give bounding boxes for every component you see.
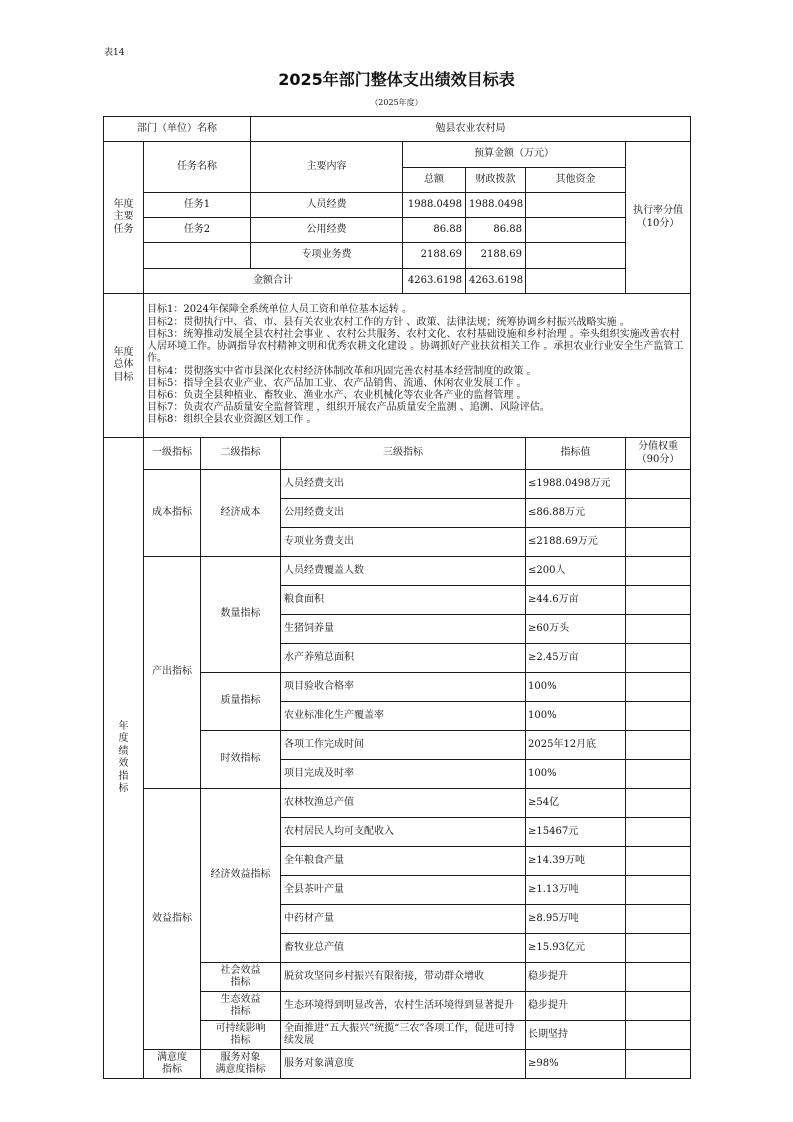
level3-indicator-header: 三级指标 bbox=[281, 438, 526, 470]
task-fiscal-cell: 1988.0498 bbox=[466, 193, 526, 218]
task-fiscal-cell: 2188.69 bbox=[466, 243, 526, 269]
goal-item: 目标1：2024年保障全系统单位人员工资和单位基本运转 。 bbox=[147, 304, 412, 316]
indicator-value: 稳步提升 bbox=[526, 963, 626, 992]
department-row bbox=[104, 117, 691, 142]
indicator-value: 100% bbox=[526, 702, 626, 731]
goal-item: 目标4：贯彻落实中省市县深化农村经济体制改革和巩固完善农村基本经营制度的政策 。 bbox=[147, 365, 537, 377]
weight-score-cell bbox=[626, 673, 691, 702]
task-name-header: 任务名称 bbox=[144, 142, 251, 193]
weight-score-cell bbox=[626, 963, 691, 992]
performance-indicators-section-text: 年度绩效指标 bbox=[118, 720, 129, 794]
department-name-value: 勉县农业农村局 bbox=[251, 117, 691, 142]
task-total-cell: 2188.69 bbox=[403, 243, 466, 269]
weight-score-cell bbox=[626, 586, 691, 615]
indicator-value: 稳步提升 bbox=[526, 992, 626, 1021]
weight-score-cell bbox=[626, 644, 691, 673]
weight-score-header: 分值权重 （90分） bbox=[626, 438, 691, 470]
annual-goals-table bbox=[103, 293, 691, 438]
level3-indicator: 项目完成及时率 bbox=[281, 760, 526, 789]
indicator-value: ≤1988.0498万元 bbox=[526, 470, 626, 499]
level1-indicator: 成本指标 bbox=[144, 470, 201, 557]
task-row bbox=[104, 193, 691, 218]
weight-score-cell bbox=[626, 731, 691, 760]
tasks-header-row bbox=[104, 142, 691, 168]
weight-score-cell bbox=[626, 702, 691, 731]
level2-indicator: 时效指标 bbox=[201, 731, 281, 789]
fiscal-year-subtitle: （2025年度） bbox=[370, 98, 423, 107]
level3-indicator: 水产养殖总面积 bbox=[281, 644, 526, 673]
weight-score-cell bbox=[626, 934, 691, 963]
indicator-value: ≥8.95万吨 bbox=[526, 905, 626, 934]
level3-indicator: 公用经费支出 bbox=[281, 499, 526, 528]
level2-indicator: 质量指标 bbox=[201, 673, 281, 731]
weight-score-cell bbox=[626, 992, 691, 1021]
goal-item: 目标8：组织全县农业资源区划工作 。 bbox=[147, 414, 317, 426]
task-total-cell: 86.88 bbox=[403, 218, 466, 243]
goal-item: 目标2：贯彻执行中、省、市、县有关农业农村工作的方针 、政策、法律法规；统筹协调乡村振兴战略实施 。 bbox=[147, 316, 630, 328]
level2-indicator: 可持续影响 指标 bbox=[201, 1021, 281, 1050]
level3-indicator: 服务对象满意度 bbox=[281, 1050, 526, 1079]
level3-indicator: 脱贫攻坚同乡村振兴有限衔接，带动群众增收 bbox=[281, 963, 526, 992]
level3-indicator: 各项工作完成时间 bbox=[281, 731, 526, 760]
task-content-cell: 人员经费 bbox=[251, 193, 403, 218]
level2-indicator: 社会效益 指标 bbox=[201, 963, 281, 992]
weight-score-cell bbox=[626, 847, 691, 876]
annual-tasks-section-text: 年度主要任务 bbox=[113, 198, 134, 235]
level2-indicator: 经济效益指标 bbox=[201, 789, 281, 963]
other-funds-header: 其他资金 bbox=[526, 168, 626, 193]
sum-total-cell: 4263.6198 bbox=[403, 269, 466, 294]
sum-fiscal-cell: 4263.6198 bbox=[466, 269, 526, 294]
level3-indicator: 人员经费支出 bbox=[281, 470, 526, 499]
indicator-value: ≥98% bbox=[526, 1050, 626, 1079]
level2-indicator: 服务对象 满意度指标 bbox=[201, 1050, 281, 1079]
annual-tasks-section-label bbox=[104, 142, 144, 294]
department-table bbox=[103, 116, 691, 142]
indicator-value: ≥44.6万亩 bbox=[526, 586, 626, 615]
level3-indicator: 粮食面积 bbox=[281, 586, 526, 615]
task-content-cell: 专项业务费 bbox=[251, 243, 403, 269]
weight-score-cell bbox=[626, 905, 691, 934]
goals-row bbox=[104, 294, 691, 438]
level3-indicator: 全县茶叶产量 bbox=[281, 876, 526, 905]
weight-score-cell bbox=[626, 470, 691, 499]
indicator-value: ≥2.45万亩 bbox=[526, 644, 626, 673]
level3-indicator: 专项业务费支出 bbox=[281, 528, 526, 557]
performance-target-sheet bbox=[103, 116, 690, 1079]
indicator-value: ≤200人 bbox=[526, 557, 626, 586]
sum-other-funds-cell bbox=[526, 269, 626, 294]
execution-rate-score-cell: 执行率分值 （10分） bbox=[626, 142, 691, 294]
level1-indicator: 满意度 指标 bbox=[144, 1050, 201, 1079]
indicator-row bbox=[104, 789, 691, 818]
level3-indicator: 全面推进“五大振兴”统揽“三农”各项工作，促进可持续发展 bbox=[281, 1021, 526, 1050]
indicator-value: ≥54亿 bbox=[526, 789, 626, 818]
indicator-value-header: 指标值 bbox=[526, 438, 626, 470]
goal-item: 目标7：负责农产品质量安全监督管理 ，组织开展农产品质量安全监测 、追溯、风险评估。 bbox=[147, 402, 550, 414]
sum-label: 金额合计 bbox=[144, 269, 403, 294]
level2-indicator: 生态效益 指标 bbox=[201, 992, 281, 1021]
annual-tasks-table bbox=[103, 141, 691, 294]
fiscal-allocation-header: 财政拨款 bbox=[466, 168, 526, 193]
annual-goals-section-text: 年度总体目标 bbox=[113, 346, 134, 383]
weight-score-cell bbox=[626, 615, 691, 644]
task-content-cell: 公用经费 bbox=[251, 218, 403, 243]
indicator-value: ≤2188.69万元 bbox=[526, 528, 626, 557]
indicator-value: ≥15.93亿元 bbox=[526, 934, 626, 963]
page-title: 2025年部门整体支出绩效目标表 bbox=[278, 70, 515, 89]
level1-indicator: 产出指标 bbox=[144, 557, 201, 789]
tasks-sum-row bbox=[104, 269, 691, 294]
indicator-value: ≥60万头 bbox=[526, 615, 626, 644]
total-amount-header: 总额 bbox=[403, 168, 466, 193]
level2-indicator: 经济成本 bbox=[201, 470, 281, 557]
level2-indicator: 数量指标 bbox=[201, 557, 281, 673]
level3-indicator: 人员经费覆盖人数 bbox=[281, 557, 526, 586]
level3-indicator: 农业标准化生产覆盖率 bbox=[281, 702, 526, 731]
indicator-row bbox=[104, 470, 691, 499]
level3-indicator: 畜牧业总产值 bbox=[281, 934, 526, 963]
annual-goals-text bbox=[144, 294, 691, 438]
indicator-value: ≥1.13万吨 bbox=[526, 876, 626, 905]
task-other-funds-cell bbox=[526, 243, 626, 269]
task-row bbox=[104, 243, 691, 269]
weight-score-cell bbox=[626, 789, 691, 818]
level3-indicator: 项目验收合格率 bbox=[281, 673, 526, 702]
level1-indicator: 效益指标 bbox=[144, 789, 201, 1050]
level3-indicator: 农林牧渔总产值 bbox=[281, 789, 526, 818]
weight-score-cell bbox=[626, 528, 691, 557]
indicator-value: ≥15467元 bbox=[526, 818, 626, 847]
indicator-value: 100% bbox=[526, 760, 626, 789]
level1-indicator-header: 一级指标 bbox=[144, 438, 201, 470]
weight-score-cell bbox=[626, 1021, 691, 1050]
performance-indicators-section-label bbox=[104, 438, 144, 1079]
main-content-header: 主要内容 bbox=[251, 142, 403, 193]
task-name-cell: 任务1 bbox=[144, 193, 251, 218]
level3-indicator: 中药材产量 bbox=[281, 905, 526, 934]
task-other-funds-cell bbox=[526, 218, 626, 243]
goal-item: 目标6：负责全县种植业、畜牧业、渔业水产、农业机械化等农业各产业的监督管理 。 bbox=[147, 389, 527, 401]
task-other-funds-cell bbox=[526, 193, 626, 218]
level2-indicator-header: 二级指标 bbox=[201, 438, 281, 470]
goal-item: 目标5：指导全县农业产业、农产品加工业、农产品销售、流通、休闲农业发展工作 。 bbox=[147, 377, 527, 389]
budget-amount-header: 预算金额（万元） bbox=[403, 142, 626, 168]
weight-score-cell bbox=[626, 760, 691, 789]
task-total-cell: 1988.0498 bbox=[403, 193, 466, 218]
weight-score-cell bbox=[626, 557, 691, 586]
task-row bbox=[104, 218, 691, 243]
level3-indicator: 生态环境得到明显改善，农村生活环境得到显著提升 bbox=[281, 992, 526, 1021]
indicator-value: ≤86.88万元 bbox=[526, 499, 626, 528]
indicator-value: 100% bbox=[526, 673, 626, 702]
indicator-row bbox=[104, 557, 691, 586]
annual-goals-section-label bbox=[104, 294, 144, 438]
weight-score-cell bbox=[626, 499, 691, 528]
indicator-value: 长期坚持 bbox=[526, 1021, 626, 1050]
indicators-header-row bbox=[104, 438, 691, 470]
indicator-value: 2025年12月底 bbox=[526, 731, 626, 760]
goal-item: 目标3：统筹推动发展全县农村社会事业 、农村公共服务、农村文化、农村基础设施和乡村治理 。牵头组织实施改善农村人居环境工作。协调指导农村精神文明和优秀农耕文化建设 。协调抓好产业扶贫相关工作 。承担农业行业安全生产监管工作。 bbox=[147, 328, 684, 365]
task-name-cell: 任务2 bbox=[144, 218, 251, 243]
performance-indicators-table bbox=[103, 437, 691, 1079]
task-fiscal-cell: 86.88 bbox=[466, 218, 526, 243]
table-number: 表14 bbox=[104, 48, 125, 58]
level3-indicator: 农村居民人均可支配收入 bbox=[281, 818, 526, 847]
level3-indicator: 生猪饲养量 bbox=[281, 615, 526, 644]
weight-score-cell bbox=[626, 876, 691, 905]
department-name-label: 部门（单位）名称 bbox=[104, 117, 251, 142]
weight-score-cell bbox=[626, 1050, 691, 1079]
level3-indicator: 全年粮食产量 bbox=[281, 847, 526, 876]
indicator-value: ≥14.39万吨 bbox=[526, 847, 626, 876]
weight-score-cell bbox=[626, 818, 691, 847]
indicator-row bbox=[104, 1050, 691, 1079]
task-name-cell bbox=[144, 243, 251, 269]
